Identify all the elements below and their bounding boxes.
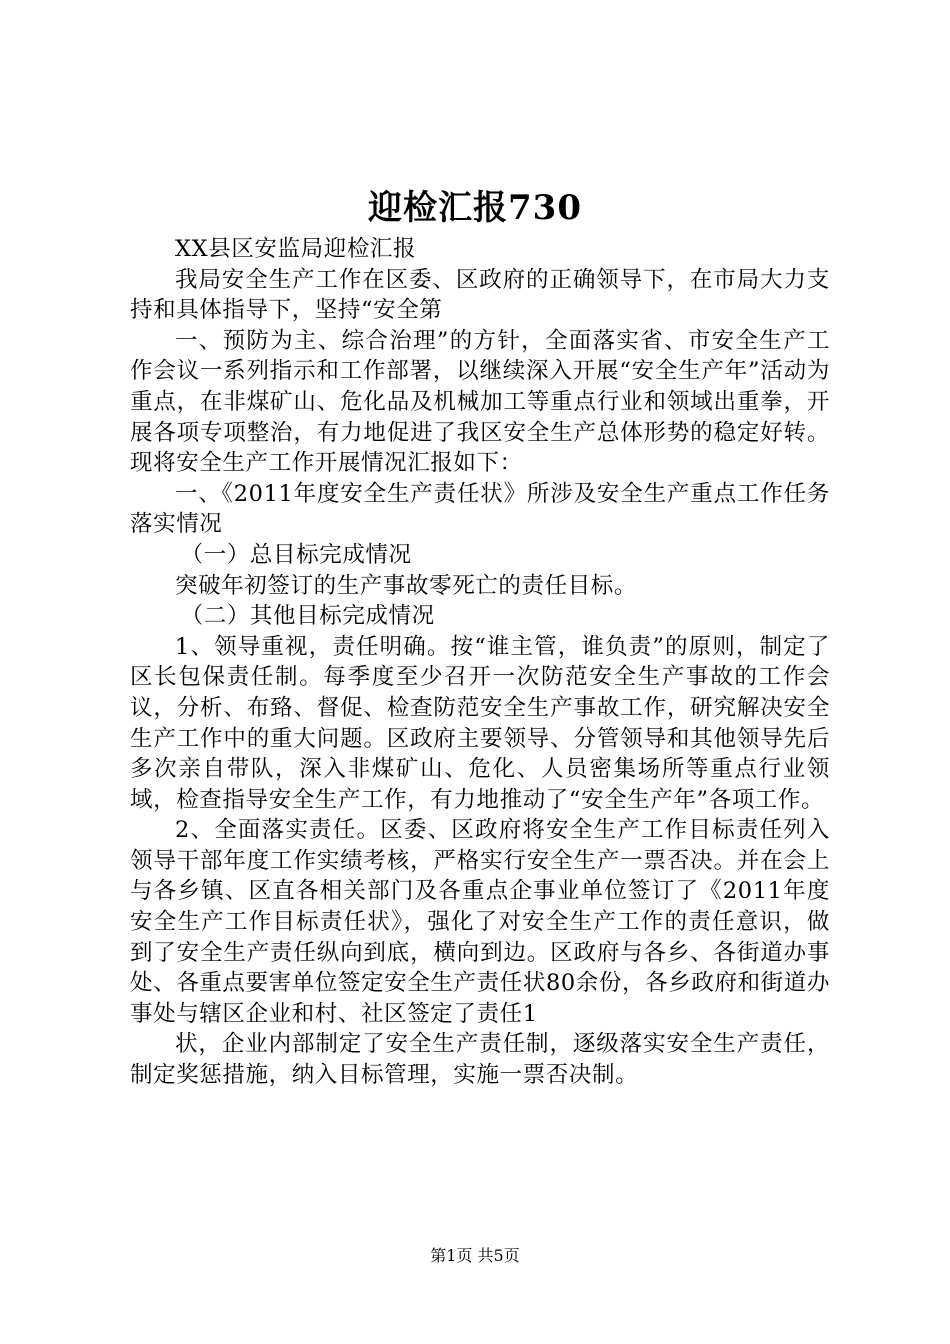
document-title: 迎检汇报730 xyxy=(368,188,582,228)
paragraph-intro: 我局安全生产工作在区委、区政府的正确领导下，在市局大力支持和具体指导下，坚持“安全第 xyxy=(130,266,830,324)
paragraph-item-one: 1、领导重视，责任明确。按“谁主管，谁负责”的原则，制定了区长包保责任制。每季度至少召开一次防范安全生产事故的工作会议，分析、布臵、督促、检查防范安全生产事故工作，研究解决安全生产工作中的重大问题。区政府主要领导、分管领导和其他领导先后多次亲自带队，深入非煤矿山、危化、人员密集场所等重点行业领域，检查指导安全生产工作，有力地推动了“安全生产年”各项工作。 xyxy=(130,633,830,813)
document-body xyxy=(130,234,830,1091)
paragraph-policy: 一、预防为主、综合治理”的方针，全面落实省、市安全生产工作会议一系列指示和工作部署，以继续深入开展“安全生产年”活动为重点，在非煤矿山、危化品及机械加工等重点行业和领域出重拳，开展各项专项整治，有力地促进了我区安全生产总体形势的稳定好转。现将安全生产工作开展情况汇报如下： xyxy=(130,327,830,477)
paragraph-heading-bureau: XX县区安监局迎检汇报 xyxy=(175,236,417,262)
paragraph-goal: 突破年初签订的生产事故零死亡的责任目标。 xyxy=(175,572,638,599)
paragraph-continuation: 状，企业内部制定了安全生产责任制，逐级落实安全生产责任，制定奖惩措施，纳入目标管理，实施一票否决制。 xyxy=(130,1031,830,1089)
paragraph-subsection-two: （二）其他目标完成情况 xyxy=(180,603,435,630)
paragraph-subsection-one: （一）总目标完成情况 xyxy=(180,541,412,568)
page-footer: 第1页 共5页 xyxy=(430,1246,520,1265)
paragraph-section-one: 一、《2011年度安全生产责任状》所涉及安全生产重点工作任务落实情况 xyxy=(130,480,830,538)
paragraph-item-two: 2、全面落实责任。区委、区政府将安全生产工作目标责任列入领导干部年度工作实绩考核，严格实行安全生产一票否决。并在会上与各乡镇、区直各相关部门及各重点企事业单位签订了《2011年度安全生产工作目标责任状》，强化了对安全生产工作的责任意识，做到了安全生产责任纵向到底，横向到边。区政府与各乡、各街道办事处、各重点要害单位签定安全生产责任状80余份，各乡政府和街道办事处与辖区企业和村、社区签定了责任1 xyxy=(130,817,830,1027)
